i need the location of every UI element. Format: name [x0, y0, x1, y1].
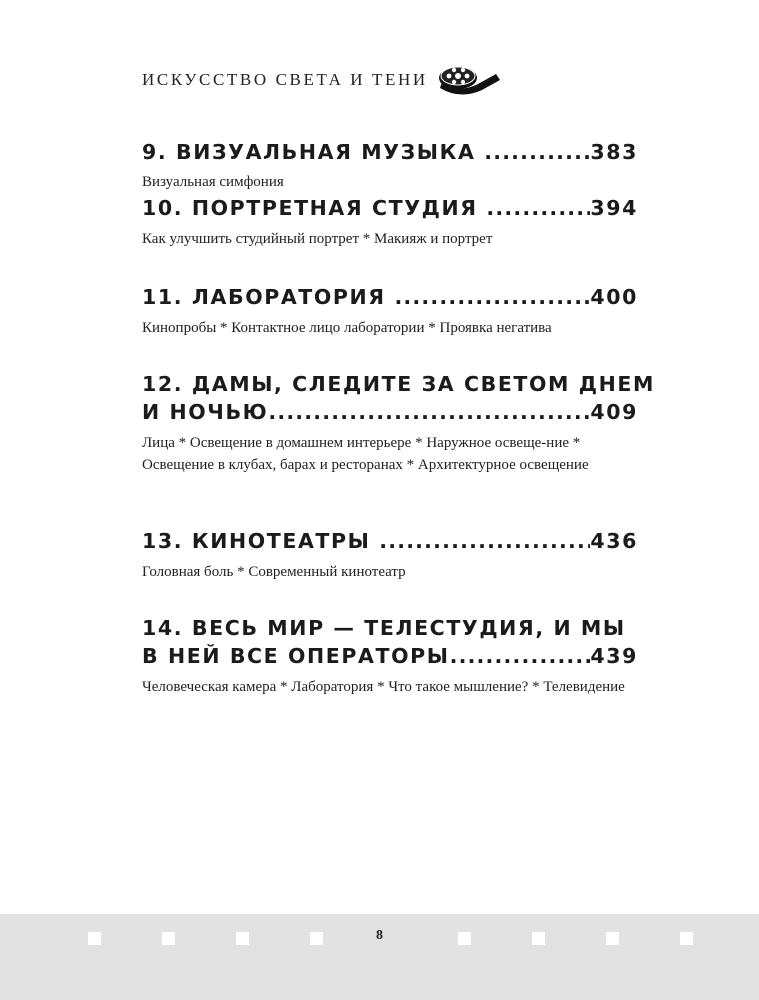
chapter-heading-line2 [142, 642, 638, 670]
page-number: 409 [590, 400, 638, 424]
footer-page-number: 8 [376, 928, 383, 943]
page-footer [0, 914, 759, 1000]
chapter-sections: Визуальная симфония [142, 174, 284, 190]
toc-entry-11[interactable] [142, 283, 642, 339]
dot-leader [394, 283, 590, 311]
page-number: 436 [590, 529, 638, 553]
chapter-number: 10. [142, 196, 184, 220]
film-reel-icon [438, 64, 502, 100]
chapter-heading [142, 370, 655, 398]
page-number: 394 [590, 196, 638, 220]
toc-entry-9[interactable] [142, 138, 642, 193]
chapter-sections: Головная боль * Современный кинотеатр [142, 564, 406, 580]
toc-entry-10[interactable] [142, 194, 642, 250]
chapter-title: ЛАБОРАТОРИЯ [191, 285, 386, 309]
chapter-title: ВЕСЬ МИР — ТЕЛЕСТУДИЯ, И МЫ [191, 616, 626, 640]
page-number: 400 [590, 285, 638, 309]
chapter-sections: Лица * Освещение в домашнем интерьере * Наружное освеще-ние * Освещение в клубах, барах и ресторанах * Архитектурное освещение [142, 435, 589, 473]
chapter-title: ПОРТРЕТНАЯ СТУДИЯ [191, 196, 478, 220]
toc-entry-13[interactable] [142, 527, 642, 583]
chapter-title: ДАМЫ, СЛЕДИТЕ ЗА СВЕТОМ ДНЕМ [191, 372, 655, 396]
chapter-number: 12. [142, 372, 184, 396]
page-number: 383 [590, 140, 638, 164]
running-header [142, 68, 502, 98]
dot-leader [484, 138, 590, 166]
chapter-sections: Человеческая камера * Лаборатория * Что такое мышление? * Телевидение [142, 679, 625, 695]
chapter-number: 9. [142, 140, 168, 164]
chapter-title-continued: И НОЧЬЮ [142, 400, 269, 424]
chapter-heading [142, 527, 638, 555]
chapter-number: 11. [142, 285, 184, 309]
chapter-number: 13. [142, 529, 184, 553]
chapter-heading [142, 614, 638, 642]
chapter-heading [142, 283, 638, 311]
chapter-sections: Как улучшить студийный портрет * Макияж и портрет [142, 231, 493, 247]
toc-entry-14[interactable] [142, 614, 642, 698]
page-number: 439 [590, 644, 638, 668]
dot-leader [268, 398, 590, 426]
chapter-title-continued: В НЕЙ ВСЕ ОПЕРАТОРЫ [142, 644, 450, 668]
toc-entry-12[interactable] [142, 370, 655, 476]
book-title: ИСКУССТВО СВЕТА И ТЕНИ [142, 70, 428, 89]
chapter-heading [142, 138, 638, 166]
chapter-title: ВИЗУАЛЬНАЯ МУЗЫКА [176, 140, 476, 164]
dot-leader [486, 194, 590, 222]
chapter-heading [142, 194, 638, 222]
chapter-sections: Кинопробы * Контактное лицо лаборатории * Проявка негатива [142, 320, 552, 336]
chapter-heading-line2 [142, 398, 638, 426]
chapter-number: 14. [142, 616, 184, 640]
dot-leader [379, 527, 590, 555]
dot-leader [450, 642, 591, 670]
chapter-title: КИНОТЕАТРЫ [191, 529, 371, 553]
